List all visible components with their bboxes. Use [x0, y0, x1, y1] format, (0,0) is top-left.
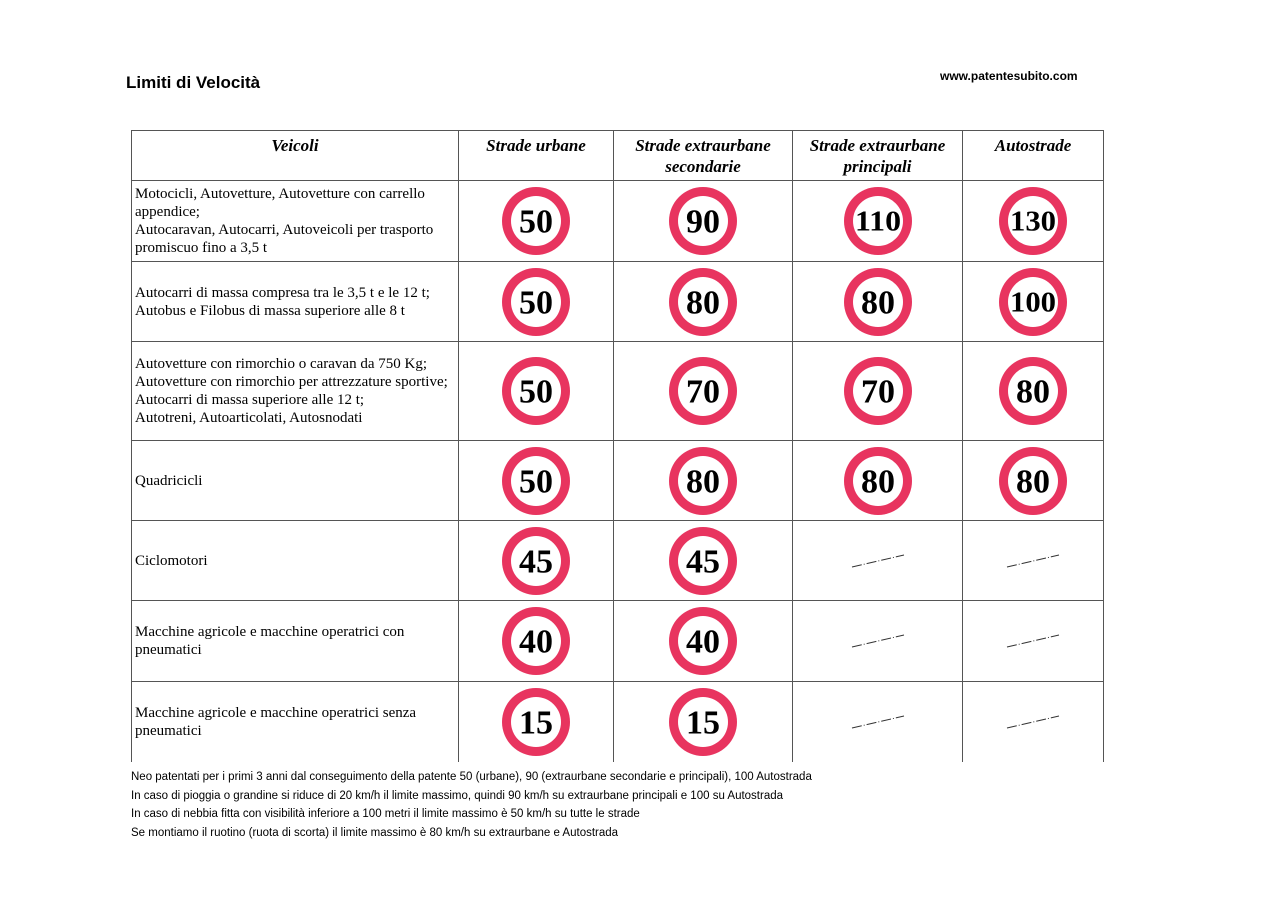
speed-limit-sign-icon	[842, 445, 914, 517]
limit-cell-strade-urbane	[459, 682, 614, 762]
speed-limit-value: 80	[1016, 463, 1050, 500]
limit-cell-extraurbane-secondarie	[614, 342, 793, 441]
limit-cell-extraurbane-secondarie	[614, 601, 793, 682]
limit-cell-strade-urbane	[459, 441, 614, 521]
speed-limit-sign-icon	[500, 266, 572, 338]
speed-limit-value: 45	[686, 543, 720, 580]
speed-limit-sign-icon	[500, 445, 572, 517]
speed-limit-sign-icon	[667, 445, 739, 517]
limit-cell-autostrade	[963, 342, 1104, 441]
speed-limit-value: 40	[686, 623, 720, 661]
speed-limit-sign-icon	[842, 266, 914, 338]
table-row	[132, 521, 1104, 601]
speed-limit-value: 80	[686, 463, 720, 500]
header-strade-urbane: Strade urbane	[459, 131, 614, 181]
speed-limit-value: 70	[860, 373, 895, 411]
table-row	[132, 682, 1104, 762]
limit-cell-autostrade	[963, 601, 1104, 682]
speed-limit-sign-icon	[667, 355, 739, 427]
speed-limit-value: 15	[686, 704, 720, 742]
limit-cell-extraurbane-principali	[793, 181, 963, 262]
table-header-row	[132, 131, 1104, 181]
header-extraurbane-principali: Strade extraurbane principali	[793, 131, 963, 181]
speed-limit-value: 80	[686, 284, 720, 321]
speed-limit-sign-icon	[997, 355, 1069, 427]
speed-limit-sign-icon	[500, 525, 572, 597]
table-row	[132, 342, 1104, 441]
speed-limit-value: 70	[686, 373, 720, 411]
not-applicable-dash	[848, 630, 908, 652]
vehicle-cell: Macchine agricole e macchine operatrici senza pneumatici	[132, 682, 459, 762]
limit-cell-extraurbane-secondarie	[614, 521, 793, 601]
header-autostrade: Autostrade	[963, 131, 1104, 181]
speed-limit-sign-icon	[997, 445, 1069, 517]
limit-cell-extraurbane-principali	[793, 521, 963, 601]
speed-limit-value: 50	[519, 284, 553, 321]
limit-cell-extraurbane-principali	[793, 441, 963, 521]
speed-limit-value: 110	[854, 206, 901, 238]
table-row	[132, 181, 1104, 262]
speed-limit-value: 130	[1010, 206, 1056, 238]
speed-limit-sign-icon	[997, 266, 1069, 338]
limit-cell-autostrade	[963, 521, 1104, 601]
limit-cell-extraurbane-principali	[793, 682, 963, 762]
note-nebbia: In caso di nebbia fitta con visibilità inferiore a 100 metri il limite massimo è 50 km/h su tutte le strade	[131, 808, 640, 820]
speed-limit-value: 50	[519, 203, 553, 241]
notes	[131, 768, 812, 842]
speed-limit-sign-icon	[842, 355, 914, 427]
speed-limit-sign-icon	[500, 686, 572, 758]
speed-limit-value: 50	[519, 373, 553, 411]
speed-limit-value: 15	[519, 704, 553, 742]
limit-cell-extraurbane-secondarie	[614, 682, 793, 762]
vehicle-cell: Macchine agricole e macchine operatrici con pneumatici	[132, 601, 459, 682]
table-body	[132, 181, 1104, 762]
page-title: Limiti di Velocità	[126, 73, 261, 92]
limit-cell-strade-urbane	[459, 521, 614, 601]
limit-cell-strade-urbane	[459, 342, 614, 441]
vehicle-cell: Autovetture con rimorchio o caravan da 750 Kg; Autovetture con rimorchio per attrezzature sportive; Autocarri di massa superiore alle 12 t; Autotreni, Autoarticolati, Autosnodati	[132, 342, 459, 441]
limit-cell-autostrade	[963, 181, 1104, 262]
speed-limit-value: 90	[686, 203, 720, 241]
speed-limit-value: 80	[1016, 373, 1050, 411]
limit-cell-strade-urbane	[459, 262, 614, 342]
not-applicable-dash	[1003, 711, 1063, 733]
limit-cell-extraurbane-secondarie	[614, 262, 793, 342]
speed-limit-sign-icon	[667, 185, 739, 257]
not-applicable-dash	[1003, 550, 1063, 572]
website-url: www.patentesubito.com	[940, 69, 1078, 83]
table-row	[132, 441, 1104, 521]
speed-limits-table	[131, 130, 1104, 762]
speed-limit-sign-icon	[997, 185, 1069, 257]
vehicle-cell: Quadricicli	[132, 441, 459, 521]
speed-limit-value: 50	[519, 463, 553, 500]
header-extraurbane-secondarie: Strade extraurbane secondarie	[614, 131, 793, 181]
speed-limit-sign-icon	[667, 525, 739, 597]
note-pioggia: In caso di pioggia o grandine si riduce di 20 km/h il limite massimo, quindi 90 km/h su extraurbane principali e 100 su Autostrada	[131, 789, 784, 802]
limit-cell-extraurbane-principali	[793, 342, 963, 441]
speed-limit-value: 80	[860, 284, 895, 321]
not-applicable-dash	[1003, 630, 1063, 652]
limit-cell-strade-urbane	[459, 601, 614, 682]
speed-limit-value: 40	[519, 623, 553, 661]
table-row	[132, 262, 1104, 342]
speed-limit-sign-icon	[842, 185, 914, 257]
limit-cell-extraurbane-principali	[793, 601, 963, 682]
header-veicoli: Veicoli	[132, 131, 459, 181]
limit-cell-extraurbane-secondarie	[614, 181, 793, 262]
speed-limit-sign-icon	[500, 605, 572, 677]
speed-limit-value: 80	[860, 463, 895, 500]
table-row	[132, 601, 1104, 682]
limit-cell-extraurbane-principali	[793, 262, 963, 342]
vehicle-cell: Autocarri di massa compresa tra le 3,5 t e le 12 t; Autobus e Filobus di massa superiore alle 8 t	[132, 262, 459, 342]
limit-cell-extraurbane-secondarie	[614, 441, 793, 521]
speed-limit-sign-icon	[500, 355, 572, 427]
vehicle-cell: Motocicli, Autovetture, Autovetture con carrello appendice; Autocaravan, Autocarri, Autoveicoli per trasporto promiscuo fino a 3,5 t	[132, 181, 459, 262]
limit-cell-autostrade	[963, 441, 1104, 521]
speed-limit-value: 100	[1010, 287, 1056, 318]
speed-limit-sign-icon	[667, 605, 739, 677]
limit-cell-strade-urbane	[459, 181, 614, 262]
note-ruotino: Se montiamo il ruotino (ruota di scorta) il limite massimo è 80 km/h su extraurbane e Autostrada	[131, 826, 619, 839]
limit-cell-autostrade	[963, 682, 1104, 762]
vehicle-cell: Ciclomotori	[132, 521, 459, 601]
not-applicable-dash	[848, 550, 908, 572]
not-applicable-dash	[848, 711, 908, 733]
speed-limit-sign-icon	[500, 185, 572, 257]
limit-cell-autostrade	[963, 262, 1104, 342]
speed-limit-value: 45	[519, 543, 553, 580]
speed-limit-sign-icon	[667, 266, 739, 338]
note-neopatentati: Neo patentati per i primi 3 anni dal conseguimento della patente 50 (urbane), 90 (extraurbane secondarie e principali), 100 Autostrada	[131, 771, 812, 783]
speed-limit-sign-icon	[667, 686, 739, 758]
